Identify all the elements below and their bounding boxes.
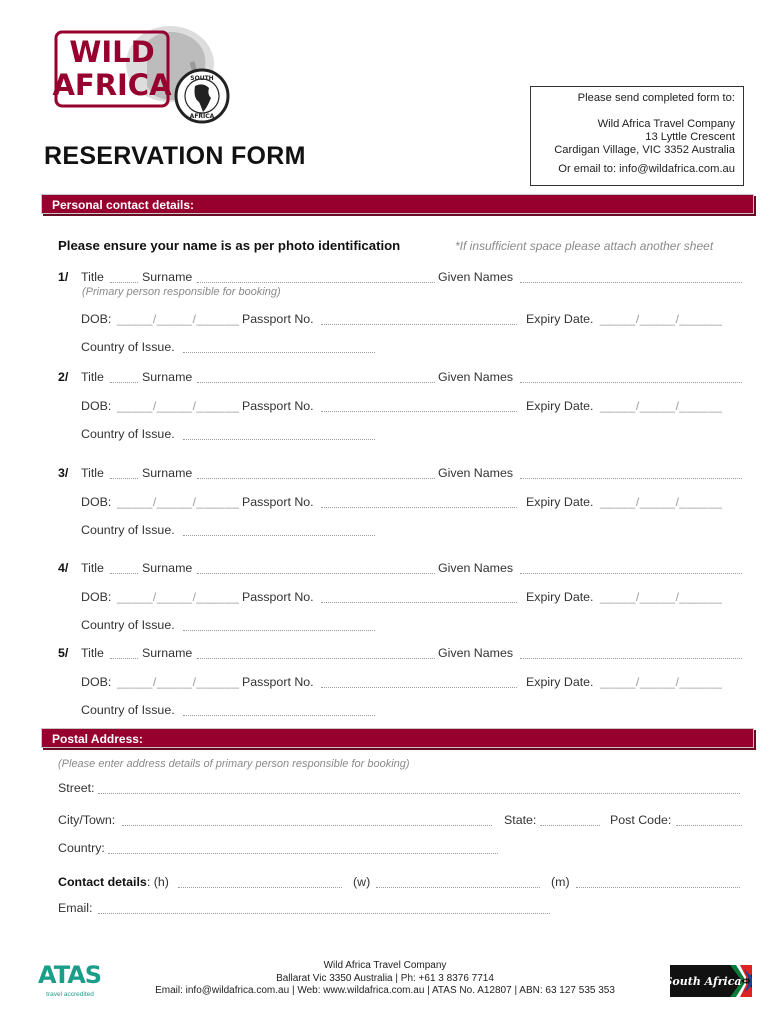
given-names-label: Given Names <box>438 370 514 384</box>
footer-contacts: Email: info@wildafrica.com.au | Web: www.wildafrica.com.au | ATAS No. A12807 | ABN: 63 127 535 353 <box>155 985 615 996</box>
surname-field[interactable] <box>197 282 435 283</box>
postal-note: (Please enter address details of primary person responsible for booking) <box>58 758 410 770</box>
city-label: City/Town: <box>58 813 116 827</box>
expiry-field[interactable]: _____/_____/______ <box>600 495 723 509</box>
svg-text:AFRICA: AFRICA <box>189 113 215 120</box>
title-label: Title <box>81 370 104 384</box>
postcode-label: Post Code: <box>610 813 672 827</box>
passport-label: Passport No. <box>242 590 314 604</box>
svg-text:AFRICA: AFRICA <box>52 68 172 102</box>
person-number: 3/ <box>58 466 69 480</box>
title-label: Title <box>81 270 104 284</box>
expiry-field[interactable]: _____/_____/______ <box>600 675 723 689</box>
company-email: Or email to: info@wildafrica.com.au <box>558 163 735 175</box>
expiry-label: Expiry Date. <box>526 399 594 413</box>
passport-field[interactable] <box>321 324 517 325</box>
primary-person-note: (Primary person responsible for booking) <box>82 286 281 298</box>
given-names-label: Given Names <box>438 561 514 575</box>
surname-label: Surname <box>142 370 193 384</box>
country-label: Country: <box>58 841 105 855</box>
title-label: Title <box>81 561 104 575</box>
dob-label: DOB: <box>81 590 112 604</box>
passport-field[interactable] <box>321 602 517 603</box>
surname-label: Surname <box>142 561 193 575</box>
country-of-issue-field[interactable] <box>183 715 375 716</box>
given-names-field[interactable] <box>520 658 742 659</box>
street-label: Street: <box>58 781 95 795</box>
footer-address: Ballarat Vic 3350 Australia | Ph: +61 3 8376 7714 <box>276 972 494 984</box>
country-of-issue-field[interactable] <box>183 352 375 353</box>
given-names-label: Given Names <box>438 270 514 284</box>
expiry-label: Expiry Date. <box>526 675 594 689</box>
person-number: 4/ <box>58 561 69 575</box>
surname-field[interactable] <box>197 658 435 659</box>
street-field[interactable] <box>98 793 740 794</box>
title-field[interactable] <box>110 658 138 659</box>
work-phone-label: (w) <box>353 875 371 889</box>
title-field[interactable] <box>110 282 138 283</box>
page-title: RESERVATION FORM <box>44 142 306 170</box>
atas-logo: ATAS travel accredited <box>38 961 102 998</box>
dob-label: DOB: <box>81 675 112 689</box>
company-city: Cardigan Village, VIC 3352 Australia <box>554 144 735 156</box>
passport-label: Passport No. <box>242 399 314 413</box>
expiry-label: Expiry Date. <box>526 312 594 326</box>
expiry-label: Expiry Date. <box>526 590 594 604</box>
svg-text:SOUTH: SOUTH <box>190 75 214 82</box>
footer-text <box>0 960 770 998</box>
country-of-issue-field[interactable] <box>183 630 375 631</box>
expiry-label: Expiry Date. <box>526 495 594 509</box>
email-label: Email: <box>58 901 93 915</box>
title-field[interactable] <box>110 478 138 479</box>
contact-details-label: Contact details: (h) <box>58 875 169 889</box>
country-of-issue-label: Country of Issue. <box>81 618 175 632</box>
dob-label: DOB: <box>81 312 112 326</box>
given-names-field[interactable] <box>520 282 742 283</box>
wild-africa-logo <box>52 22 230 126</box>
title-label: Title <box>81 646 104 660</box>
given-names-field[interactable] <box>520 573 742 574</box>
footer-company: Wild Africa Travel Company <box>323 960 447 971</box>
surname-label: Surname <box>142 270 193 284</box>
mobile-phone-label: (m) <box>551 875 570 889</box>
send-to-box <box>530 86 744 186</box>
surname-field[interactable] <box>197 573 435 574</box>
dob-label: DOB: <box>81 495 112 509</box>
person-number: 5/ <box>58 646 69 660</box>
dob-label: DOB: <box>81 399 112 413</box>
country-field[interactable] <box>108 853 498 854</box>
dob-field[interactable]: _____/_____/______ <box>117 590 240 604</box>
passport-label: Passport No. <box>242 312 314 326</box>
company-name: Wild Africa Travel Company <box>597 118 735 130</box>
given-names-field[interactable] <box>520 478 742 479</box>
given-names-label: Given Names <box>438 466 514 480</box>
country-of-issue-label: Country of Issue. <box>81 427 175 441</box>
expiry-field[interactable]: _____/_____/______ <box>600 590 723 604</box>
surname-field[interactable] <box>197 478 435 479</box>
given-names-label: Given Names <box>438 646 514 660</box>
expiry-field[interactable]: _____/_____/______ <box>600 312 723 326</box>
title-field[interactable] <box>110 382 138 383</box>
space-note: *If insufficient space please attach another sheet <box>455 239 714 253</box>
passport-field[interactable] <box>321 687 517 688</box>
country-of-issue-label: Country of Issue. <box>81 703 175 717</box>
svg-text:South Africa: South Africa <box>670 975 742 988</box>
title-label: Title <box>81 466 104 480</box>
given-names-field[interactable] <box>520 382 742 383</box>
city-field[interactable] <box>122 825 492 826</box>
passport-label: Passport No. <box>242 675 314 689</box>
surname-field[interactable] <box>197 382 435 383</box>
section-bar-postal: Postal Address: <box>41 728 754 748</box>
svg-text:WILD: WILD <box>69 35 155 69</box>
south-africa-logo <box>670 965 752 997</box>
dob-field[interactable]: _____/_____/______ <box>117 675 240 689</box>
passport-label: Passport No. <box>242 495 314 509</box>
name-instruction: Please ensure your name is as per photo identification <box>58 238 401 253</box>
dob-field[interactable]: _____/_____/______ <box>117 312 240 326</box>
passport-field[interactable] <box>321 411 517 412</box>
surname-label: Surname <box>142 466 193 480</box>
mobile-phone-field[interactable] <box>576 887 740 888</box>
dob-field[interactable]: _____/_____/______ <box>117 495 240 509</box>
send-to-heading: Please send completed form to: <box>577 92 735 104</box>
expiry-field[interactable]: _____/_____/______ <box>600 399 723 413</box>
surname-label: Surname <box>142 646 193 660</box>
country-of-issue-label: Country of Issue. <box>81 340 175 354</box>
country-of-issue-field[interactable] <box>183 439 375 440</box>
passport-field[interactable] <box>321 507 517 508</box>
country-of-issue-label: Country of Issue. <box>81 523 175 537</box>
company-street: 13 Lyttle Crescent <box>645 131 735 143</box>
email-field[interactable] <box>98 913 550 914</box>
person-number: 1/ <box>58 270 69 284</box>
work-phone-field[interactable] <box>376 887 540 888</box>
home-phone-field[interactable] <box>178 887 342 888</box>
state-label: State: <box>504 813 537 827</box>
country-of-issue-field[interactable] <box>183 535 375 536</box>
dob-field[interactable]: _____/_____/______ <box>117 399 240 413</box>
person-number: 2/ <box>58 370 69 384</box>
section-bar-personal: Personal contact details: <box>41 194 754 214</box>
title-field[interactable] <box>110 573 138 574</box>
postcode-field[interactable] <box>676 825 742 826</box>
state-field[interactable] <box>540 825 600 826</box>
